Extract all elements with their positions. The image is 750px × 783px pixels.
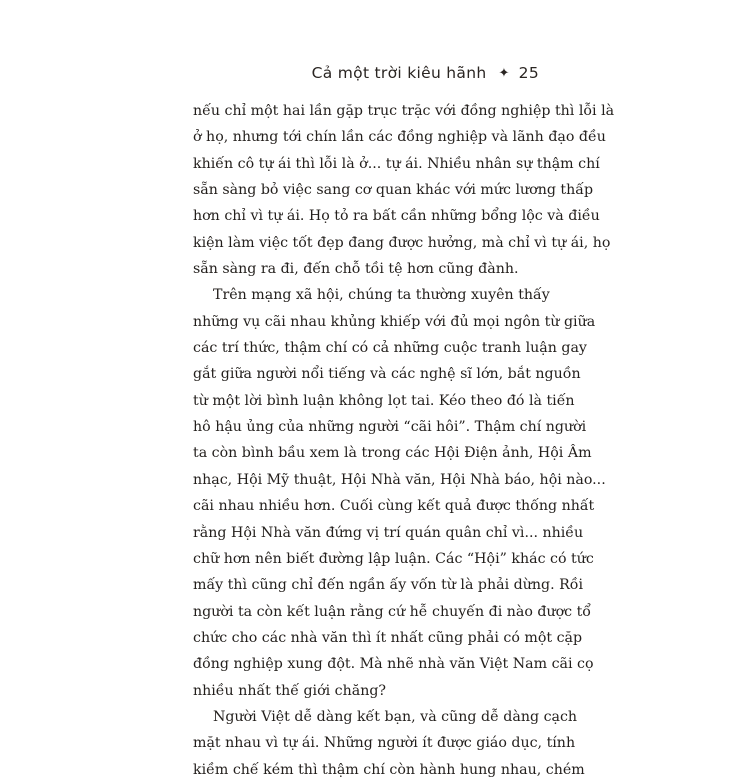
text-line: từ một lời bình luận không lọt tai. Kéo theo đó là tiến — [193, 392, 575, 409]
text-line: Trên mạng xã hội, chúng ta thường xuyên thấy — [213, 287, 550, 304]
paragraph — [193, 704, 585, 783]
separator-ornament-icon: ✦ — [498, 66, 510, 81]
text-line: gắt giữa người nổi tiếng và các nghệ sĩ lớn, bắt nguồn — [193, 366, 581, 383]
paragraph — [193, 282, 606, 704]
text-line: ta còn bình bầu xem là trong các Hội Điện ảnh, Hội Âm — [193, 445, 592, 462]
text-line: hơn chỉ vì tự ái. Họ tỏ ra bất cần những bổng lộc và điều — [193, 208, 600, 225]
paragraph — [193, 98, 615, 282]
text-line: người ta còn kết luận rằng cứ hễ chuyến đi nào được tổ — [193, 603, 591, 620]
text-line: mặt nhau vì tự ái. Những người ít được giáo dục, tính — [193, 735, 576, 752]
text-line: nhiều nhất thế giới chăng? — [193, 682, 387, 699]
text-line: nếu chỉ một hai lần gặp trục trặc với đồng nghiệp thì lỗi là — [193, 103, 615, 119]
page-number: 25 — [518, 64, 539, 82]
text-line: nhạc, Hội Mỹ thuật, Hội Nhà văn, Hội Nhà báo, hội nào... — [193, 471, 606, 488]
chapter-title: Cả một trời kiêu hãnh — [311, 64, 487, 82]
text-line: đồng nghiệp xung đột. Mà nhẽ nhà văn Việt Nam cãi cọ — [193, 656, 594, 673]
text-line: kiềm chế kém thì thậm chí còn hành hung nhau, chém — [193, 761, 585, 778]
text-line: chữ hơn nên biết đường lập luận. Các “Hội” khác có tức — [193, 550, 594, 567]
text-line: cãi nhau nhiều hơn. Cuối cùng kết quả được thống nhất — [193, 498, 595, 515]
text-line: kiện làm việc tốt đẹp đang được hưởng, mà chỉ vì tự ái, họ — [193, 234, 611, 251]
text-line: ở họ, nhưng tới chín lần các đồng nghiệp và lãnh đạo đều — [193, 129, 606, 146]
text-line: những vụ cãi nhau khủng khiếp với đủ mọi ngôn từ giữa — [193, 313, 596, 330]
text-line: chức cho các nhà văn thì ít nhất cũng phải có một cặp — [193, 629, 583, 646]
text-line: hô hậu ủng của những người “cãi hôi”. Thậm chí người — [193, 419, 587, 436]
body-text — [193, 98, 615, 783]
text-line: sẵn sàng bỏ việc sang cơ quan khác với mức lương thấp — [193, 182, 594, 199]
text-line: sẵn sàng ra đi, đến chỗ tồi tệ hơn cũng đành. — [193, 261, 519, 278]
text-line: khiến cô tự ái thì lỗi là ở... tự ái. Nhiều nhân sự thậm chí — [193, 155, 600, 172]
text-line: các trí thức, thậm chí có cả những cuộc tranh luận gay — [193, 340, 587, 357]
text-line: mấy thì cũng chỉ đến ngần ấy vốn từ là phải dừng. Rồi — [193, 577, 584, 594]
running-header — [312, 64, 539, 82]
text-line: Người Việt dễ dàng kết bạn, và cũng dễ dàng cạch — [213, 708, 578, 725]
text-line: rằng Hội Nhà văn đứng vị trí quán quân chỉ vì... nhiều — [193, 524, 584, 541]
